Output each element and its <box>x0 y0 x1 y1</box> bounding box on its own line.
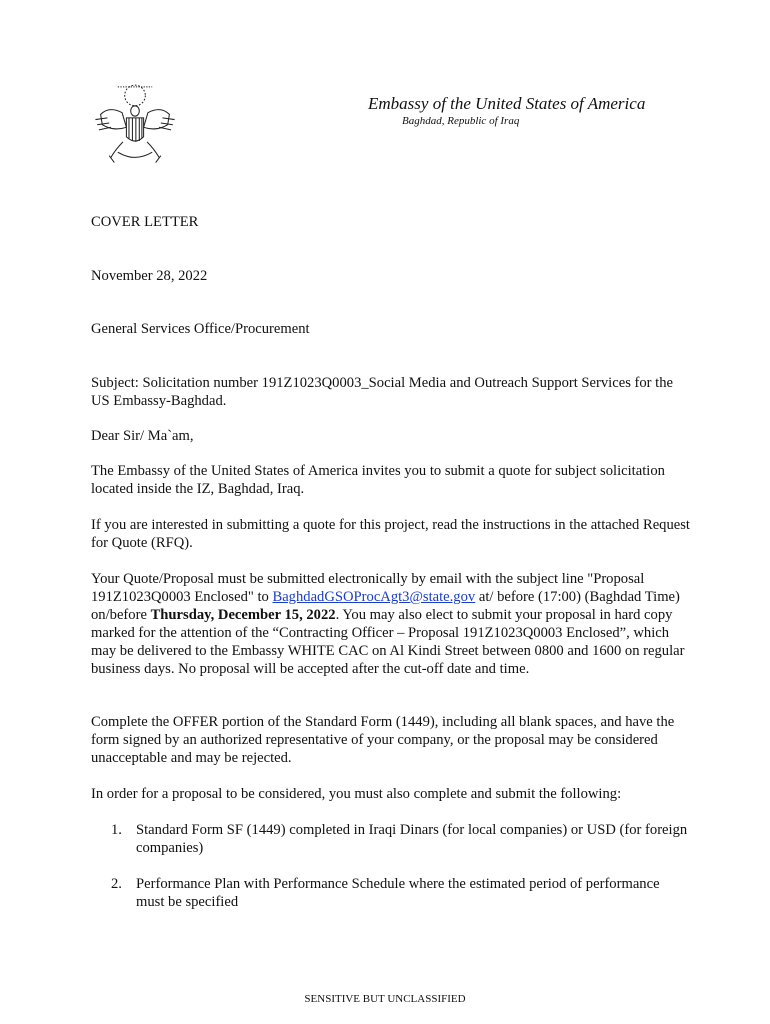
list-item <box>91 821 691 857</box>
email-link[interactable]: BaghdadGSOProcAgt3@state.gov <box>272 589 476 605</box>
classification-footer: SENSITIVE BUT UNCLASSIFIED <box>304 993 466 1005</box>
recipient: General Services Office/Procurement <box>91 321 310 337</box>
submission-deadline: Thursday, December 15, 2022 <box>150 607 336 623</box>
submission-text-1: Your Quote/Proposal must be submitted electronically by email with the subject line "Proposal 191Z1023Q0003 Enclosed" to <box>91 571 645 605</box>
submission-text-3: . You may also elect to submit your proposal in hard copy marked for the attention of the “Contracting Officer – Proposal 191Z1023Q0003 Enclosed”, which may be delivered to the Embassy WHITE CAC on Al Kindi Street between 0800 and 1600 on regular business days. No proposal will be accepted after the cut-off date and time. <box>91 607 685 677</box>
letter-date: November 28, 2022 <box>91 268 208 284</box>
paragraph-invitation: The Embassy of the United States of America invites you to submit a quote for subject solicitation located inside the IZ, Baghdad, Iraq. <box>91 463 665 497</box>
paragraph-offer: Complete the OFFER portion of the Standard Form (1449), including all blank spaces, and have the form signed by an authorized representative of your company, or the proposal may be considered unacceptable and may be rejected. <box>91 714 675 766</box>
us-great-seal-icon <box>92 80 178 166</box>
paragraph-requirements-intro: In order for a proposal to be considered, you must also complete and submit the following: <box>91 786 622 802</box>
letterhead <box>250 94 690 128</box>
letterhead-title: Embassy of the United States of America <box>368 94 646 113</box>
requirements-list <box>91 821 691 911</box>
document-heading: COVER LETTER <box>91 214 199 230</box>
list-item-number: 1. <box>111 822 122 838</box>
list-item-text: Performance Plan with Performance Schedule where the estimated period of performance must be specified <box>136 876 660 910</box>
letterhead-subtitle: Baghdad, Republic of Iraq <box>402 115 520 127</box>
list-item-number: 2. <box>111 876 122 892</box>
submission-text-2: at/ before (17:00) (Baghdad Time) on/before <box>91 589 680 623</box>
salutation: Dear Sir/ Ma`am, <box>91 428 194 444</box>
list-item <box>91 875 691 911</box>
list-item-text: Standard Form SF (1449) completed in Iraqi Dinars (for local companies) or USD (for foreign companies) <box>136 822 688 856</box>
subject-line: Subject: Solicitation number 191Z1023Q0003_Social Media and Outreach Support Services for the US Embassy-Baghdad. <box>91 375 674 409</box>
paragraph-instructions: If you are interested in submitting a quote for this project, read the instructions in the attached Request for Quote (RFQ). <box>91 517 690 551</box>
paragraph-submission <box>91 570 691 678</box>
